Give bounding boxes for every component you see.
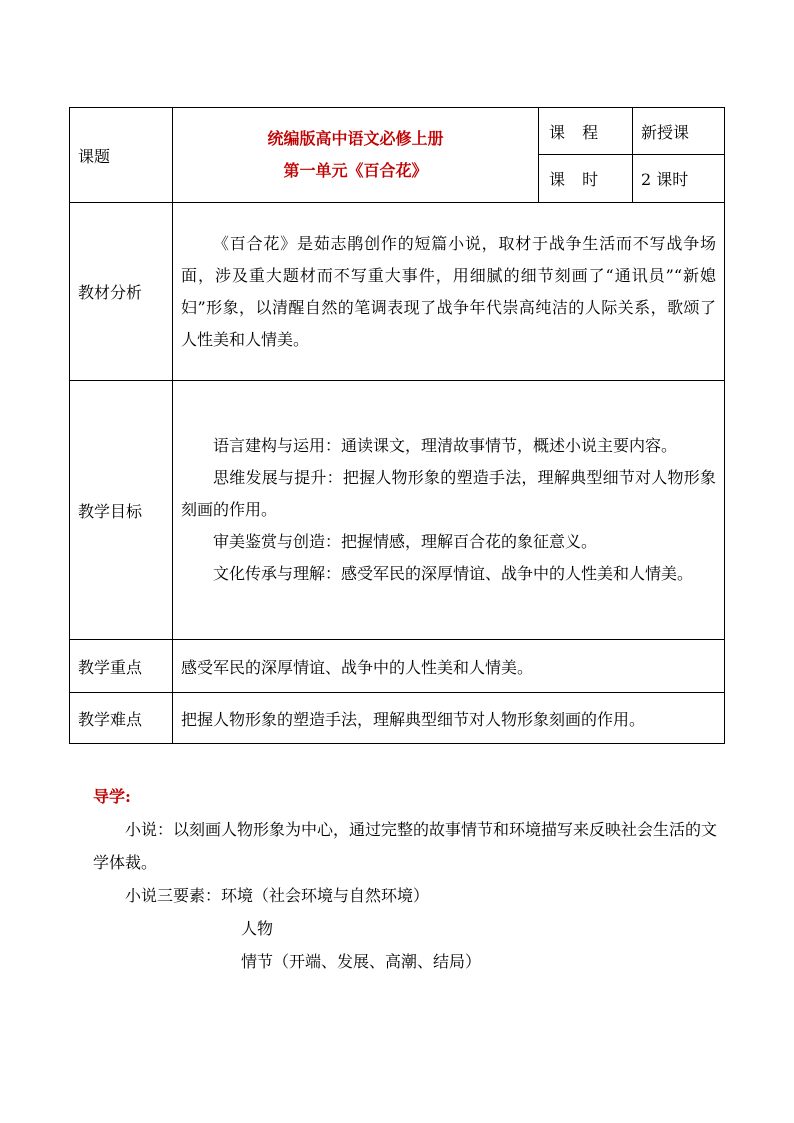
analysis-label: 教材分析 <box>70 203 173 381</box>
element-environment: 环境（社会环境与自然环境） <box>221 886 430 905</box>
difficulty-text: 把握人物形象的塑造手法，理解典型细节对人物形象刻画的作用。 <box>173 693 725 744</box>
novel-definition: 小说：以刻画人物形象为中心，通过完整的故事情节和环境描写来反映社会生活的文学体裁。 <box>93 820 718 872</box>
element-character: 人物 <box>241 919 274 938</box>
guide-section <box>93 780 728 978</box>
lesson-title-line2: 第一单元《百合花》 <box>283 161 428 180</box>
topic-label: 课题 <box>70 108 173 203</box>
novel-elements-row <box>93 879 728 912</box>
hours-label: 课 时 <box>539 155 633 203</box>
goal-language: 语言建构与运用：通读课文，理清故事情节，概述小说主要内容。 <box>213 436 678 455</box>
course-label: 课 程 <box>539 108 633 155</box>
goals-label: 教学目标 <box>70 381 173 640</box>
element-plot: 情节（开端、发展、高潮、结局） <box>241 952 482 971</box>
goal-culture: 文化传承与理解：感受军民的深厚情谊、战争中的人性美和人情美。 <box>213 564 694 583</box>
lesson-plan-table <box>69 107 725 744</box>
analysis-cell <box>173 203 725 381</box>
lesson-title-line1: 统编版高中语文必修上册 <box>267 129 444 148</box>
guide-heading: 导学: <box>93 787 131 806</box>
elements-label: 小说三要素： <box>125 886 222 905</box>
lesson-title <box>173 108 539 203</box>
key-text: 感受军民的深厚情谊、战争中的人性美和人情美。 <box>173 640 725 693</box>
goal-aesthetic: 审美鉴赏与创造：把握情感，理解百合花的象征意义。 <box>213 532 598 551</box>
hours-value: 2 课时 <box>633 155 725 203</box>
analysis-text: 《百合花》是茹志鹃创作的短篇小说，取材于战争生活而不写战争场面，涉及重大题材而不写重大事件，用细腻的细节刻画了“通讯员”“新媳妇”形象，以清醒自然的笔调表现了战争年代崇高纯洁的人际关系，歌颂了人性美和人情美。 <box>181 233 716 349</box>
key-label: 教学重点 <box>70 640 173 693</box>
difficulty-label: 教学难点 <box>70 693 173 744</box>
goal-thinking: 思维发展与提升：把握人物形象的塑造手法，理解典型细节对人物形象刻画的作用。 <box>181 468 716 519</box>
goals-cell <box>173 381 725 640</box>
course-value: 新授课 <box>633 108 725 155</box>
